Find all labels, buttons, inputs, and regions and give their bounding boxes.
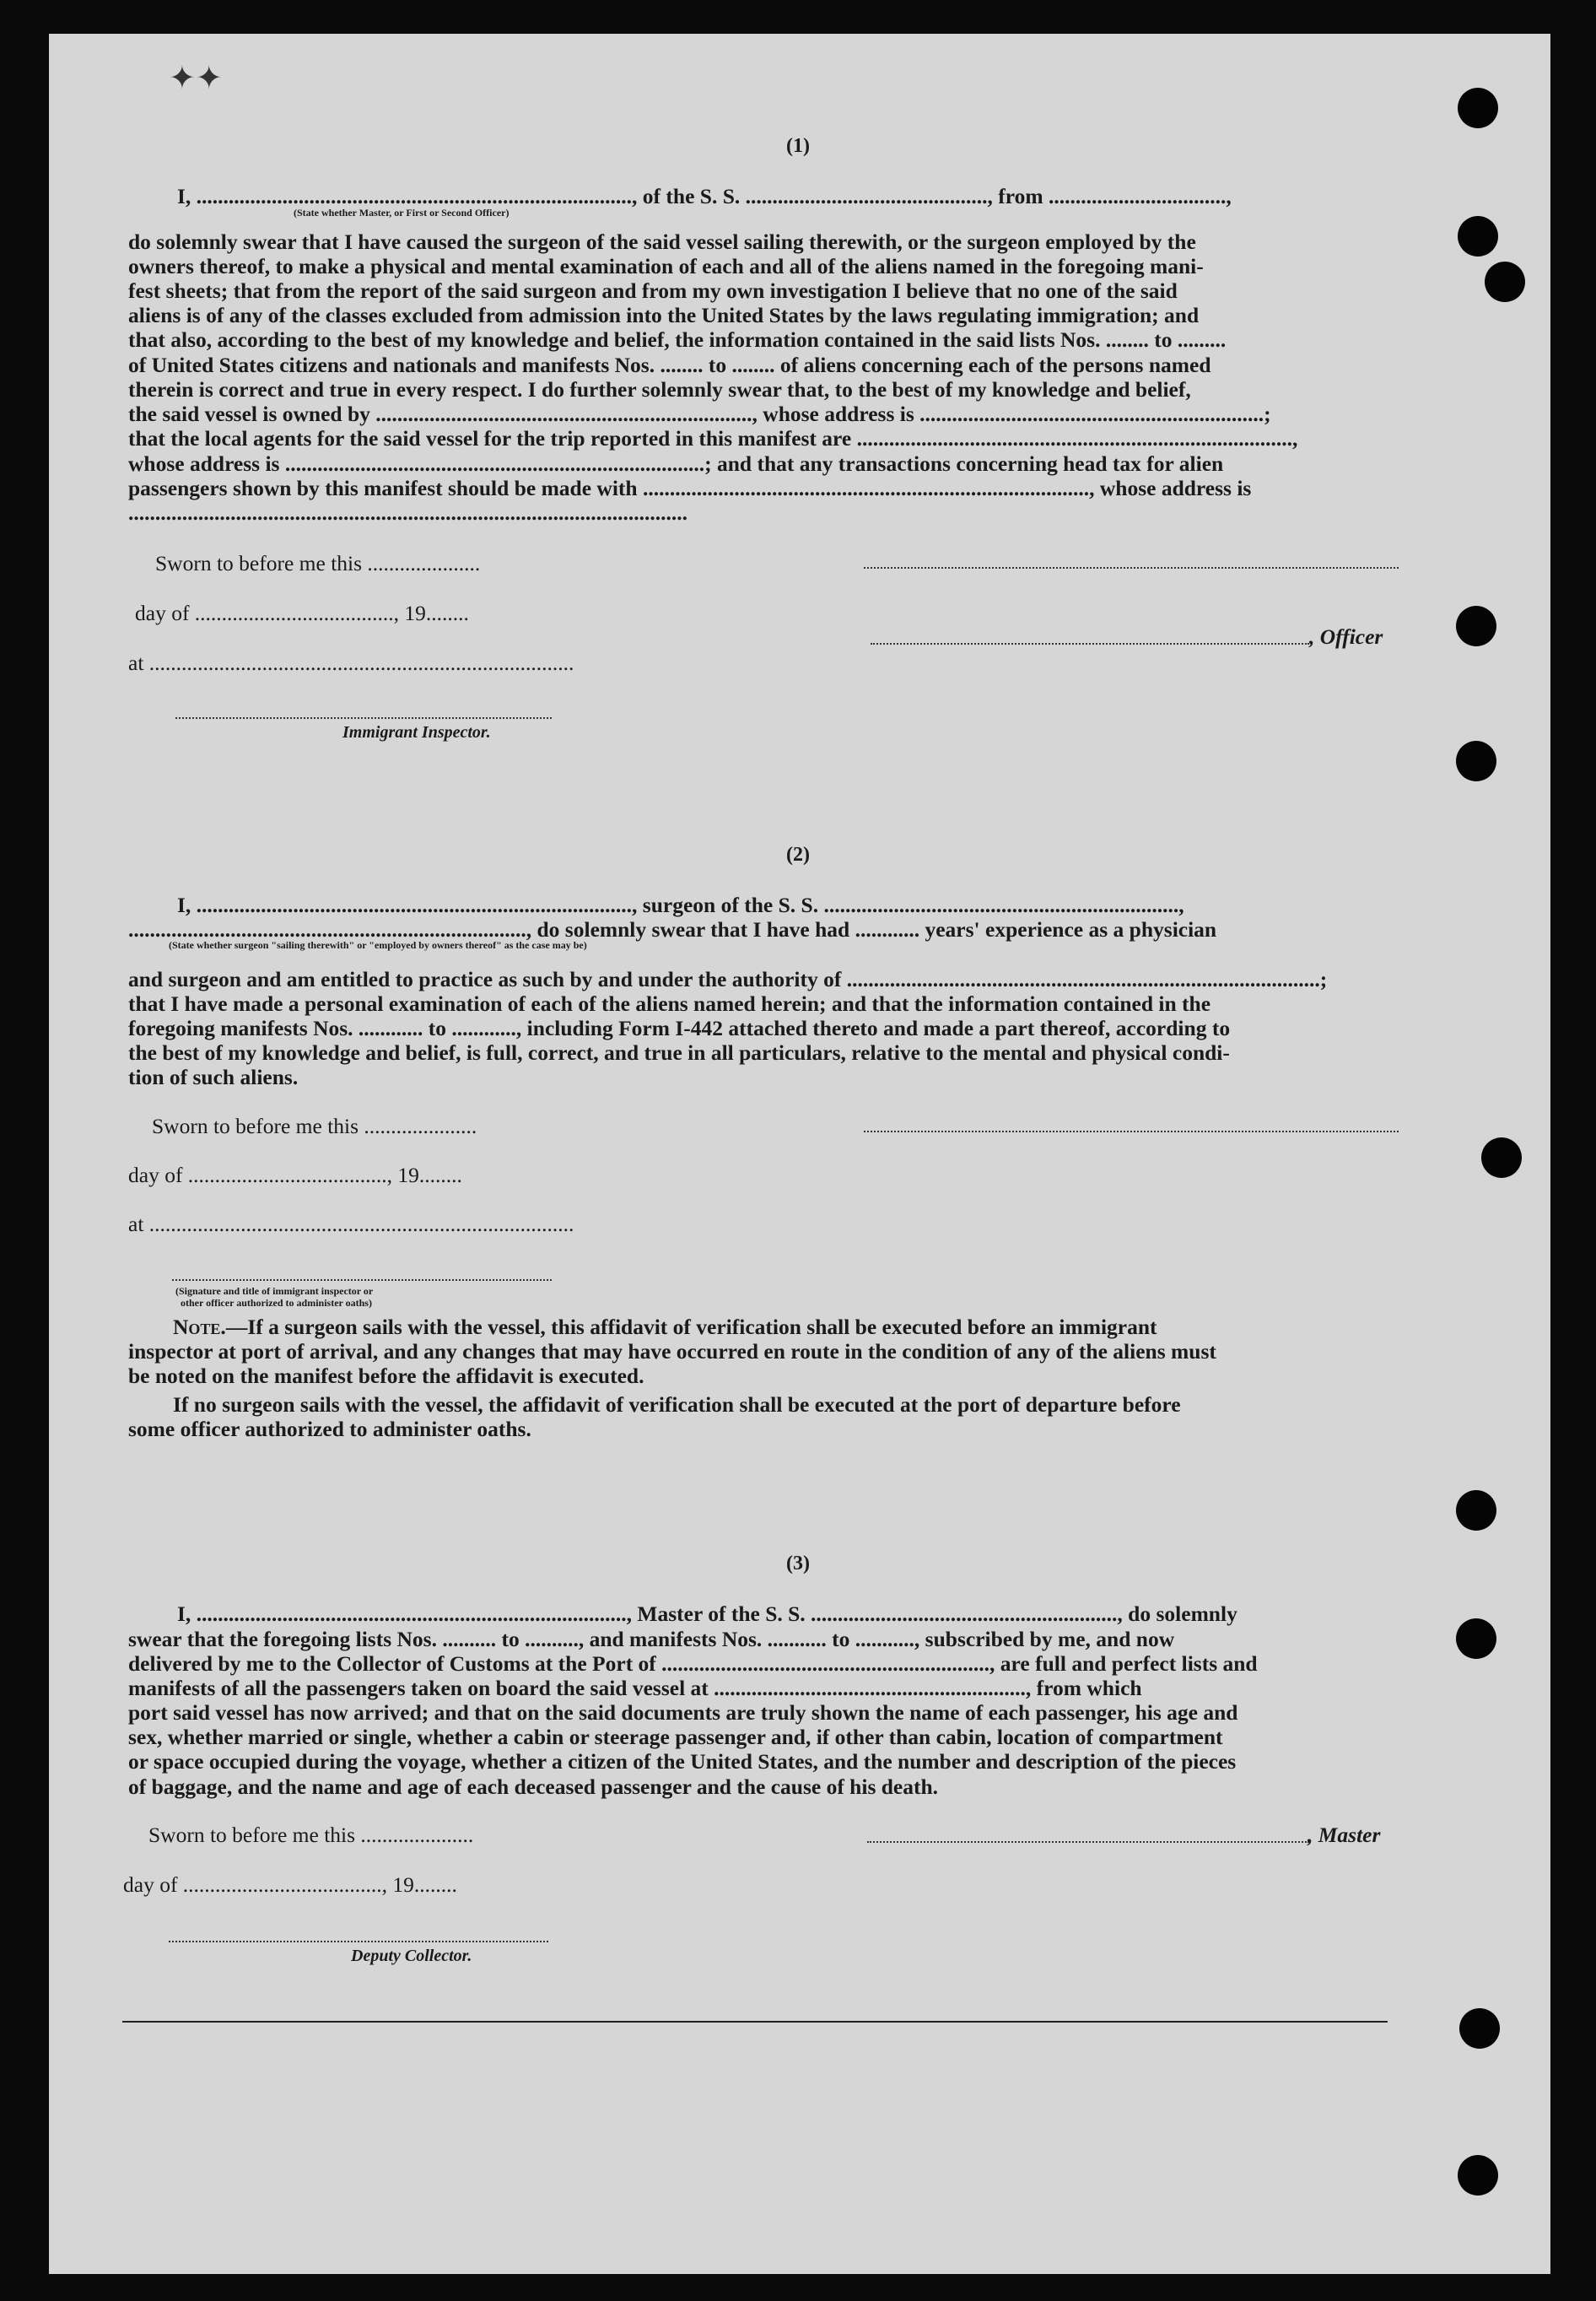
- date-line: day of ....................................., 19........: [123, 1872, 457, 1897]
- officer-label: , Officer: [1309, 624, 1383, 649]
- oath-line: fest sheets; that from the report of the said surgeon and from my own investigation I believe that no one of the said: [128, 278, 1178, 303]
- section-number: (1): [786, 135, 810, 157]
- oath-line: delivered by me to the Collector of Customs at the Port of ............................................................., are full and perfect lists and: [128, 1651, 1258, 1676]
- oath-line: sex, whether married or single, whether a cabin or steerage passenger and, if other than cabin, location of compartment: [128, 1725, 1223, 1749]
- section-number: (3): [786, 1553, 810, 1575]
- oath-line: or space occupied during the voyage, whether a citizen of the United States, and the number and description of the pieces: [128, 1749, 1237, 1774]
- oath-line: manifests of all the passengers taken on board the said vessel at .........................................................., from which: [128, 1676, 1142, 1700]
- oath-line: passengers shown by this manifest should be made with ..................................................................................., whose address is: [128, 476, 1252, 500]
- oath-line: foregoing manifests Nos. ............ to ............, including Form I-442 attached thereto and made a part thereof, according to: [128, 1016, 1231, 1040]
- ink-mark: ✦✦: [169, 61, 223, 96]
- date-line: day of ....................................., 19........: [128, 1163, 462, 1187]
- punch-hole-icon: [1481, 1137, 1522, 1178]
- field-caption: (State whether Master, or First or Second Officer): [294, 207, 510, 219]
- place-line: at ...............................................................................: [128, 1212, 574, 1236]
- field-caption: (State whether surgeon "sailing therewith" or "employed by owners thereof" as the case may be): [169, 939, 587, 951]
- signature-line: [169, 1941, 548, 1942]
- oath-line: port said vessel has now arrived; and that on the said documents are truly shown the name of each passenger, his age and: [128, 1700, 1238, 1725]
- signature-line: [871, 643, 1309, 645]
- punch-hole-icon: [1485, 262, 1525, 302]
- note-line: be noted on the manifest before the affidavit is executed.: [128, 1364, 644, 1388]
- punch-hole-icon: [1458, 216, 1498, 257]
- punch-hole-icon: [1456, 1490, 1496, 1531]
- oath-line: the said vessel is owned by ......................................................................, whose address is ................................................................;: [128, 402, 1271, 426]
- oath-line: owners thereof, to make a physical and mental examination of each and all of the aliens named in the foregoing mani-: [128, 254, 1204, 278]
- oath-line: and surgeon and am entitled to practice as such by and under the authority of ........................................................................................;: [128, 967, 1328, 991]
- sworn-line: Sworn to before me this .....................: [148, 1823, 474, 1847]
- date-line: day of ....................................., 19........: [135, 601, 469, 625]
- signature-caption: (Signature and title of immigrant inspector or: [175, 1285, 374, 1297]
- oath-line: I, ................................................................................., surgeon of the S. S. ..................................................................,: [177, 893, 1184, 917]
- sworn-line: Sworn to before me this .....................: [155, 551, 481, 575]
- oath-line: swear that the foregoing lists Nos. .......... to .........., and manifests Nos. ........... to ..........., subscribed by me, and now: [128, 1627, 1175, 1651]
- oath-line: of baggage, and the name and age of each deceased passenger and the cause of his death.: [128, 1774, 939, 1799]
- oath-line: therein is correct and true in every respect. I do further solemnly swear that, to the best of my knowledge and belief,: [128, 377, 1191, 402]
- oath-line: ........................................................................................................: [128, 500, 687, 525]
- punch-hole-icon: [1456, 1618, 1496, 1659]
- signature-line: [864, 567, 1399, 569]
- note-label: Note.: [173, 1315, 226, 1339]
- signature-line: [867, 1841, 1309, 1843]
- note-line: [173, 1315, 1157, 1339]
- note-line: some officer authorized to administer oaths.: [128, 1417, 531, 1441]
- master-label: , Master: [1308, 1823, 1381, 1847]
- inspector-label: Immigrant Inspector.: [342, 723, 491, 742]
- note-line: inspector at port of arrival, and any changes that may have occurred en route in the condition of any of the aliens must: [128, 1339, 1216, 1364]
- oath-line: that also, according to the best of my knowledge and belief, the information contained in the said lists Nos. ........ to .........: [128, 327, 1227, 352]
- oath-line: .........................................................................., do solemnly swear that I have had ............ years' experience as a physician: [128, 917, 1217, 942]
- oath-line: of United States citizens and nationals and manifests Nos. ........ to ........ of aliens concerning each of the persons named: [128, 353, 1211, 377]
- oath-line: do solemnly swear that I have caused the surgeon of the said vessel sailing therewith, or the surgeon employed by the: [128, 230, 1196, 254]
- oath-line: tion of such aliens.: [128, 1065, 299, 1089]
- signature-line: [172, 1279, 552, 1281]
- section-number: (2): [786, 844, 810, 866]
- bottom-rule: [122, 2021, 1388, 2023]
- oath-line: the best of my knowledge and belief, is full, correct, and true in all particulars, relative to the mental and physical condi-: [128, 1040, 1230, 1065]
- punch-hole-icon: [1456, 606, 1496, 646]
- oath-line: whose address is ..............................................................................; and that any transactions concerning head tax for alien: [128, 451, 1224, 476]
- punch-hole-icon: [1458, 88, 1498, 128]
- sworn-line: Sworn to before me this .....................: [152, 1114, 477, 1138]
- signature-line: [175, 717, 552, 719]
- punch-hole-icon: [1459, 2008, 1500, 2049]
- punch-hole-icon: [1458, 2155, 1498, 2196]
- signature-caption: other officer authorized to administer oaths): [181, 1297, 372, 1309]
- oath-line: that the local agents for the said vessel for the trip reported in this manifest are .................................................................................,: [128, 426, 1298, 451]
- oath-line: that I have made a personal examination of each of the aliens named herein; and that the information contained in the: [128, 991, 1211, 1016]
- signature-line: [864, 1131, 1399, 1132]
- oath-line: aliens is of any of the classes excluded from admission into the United States by the laws regulating immigration; and: [128, 303, 1200, 327]
- note-text: —If a surgeon sails with the vessel, this affidavit of verification shall be executed before an immigrant: [225, 1315, 1157, 1339]
- punch-hole-icon: [1456, 741, 1496, 781]
- place-line: at ...............................................................................: [128, 651, 574, 675]
- oath-line: I, ................................................................................., of the S. S. ............................................., from .................................,: [177, 184, 1232, 208]
- note-line: If no surgeon sails with the vessel, the affidavit of verification shall be executed at the port of departure before: [173, 1392, 1181, 1417]
- oath-line: I, ................................................................................, Master of the S. S. ........................................................., do solemnly: [177, 1602, 1237, 1626]
- collector-label: Deputy Collector.: [351, 1947, 472, 1965]
